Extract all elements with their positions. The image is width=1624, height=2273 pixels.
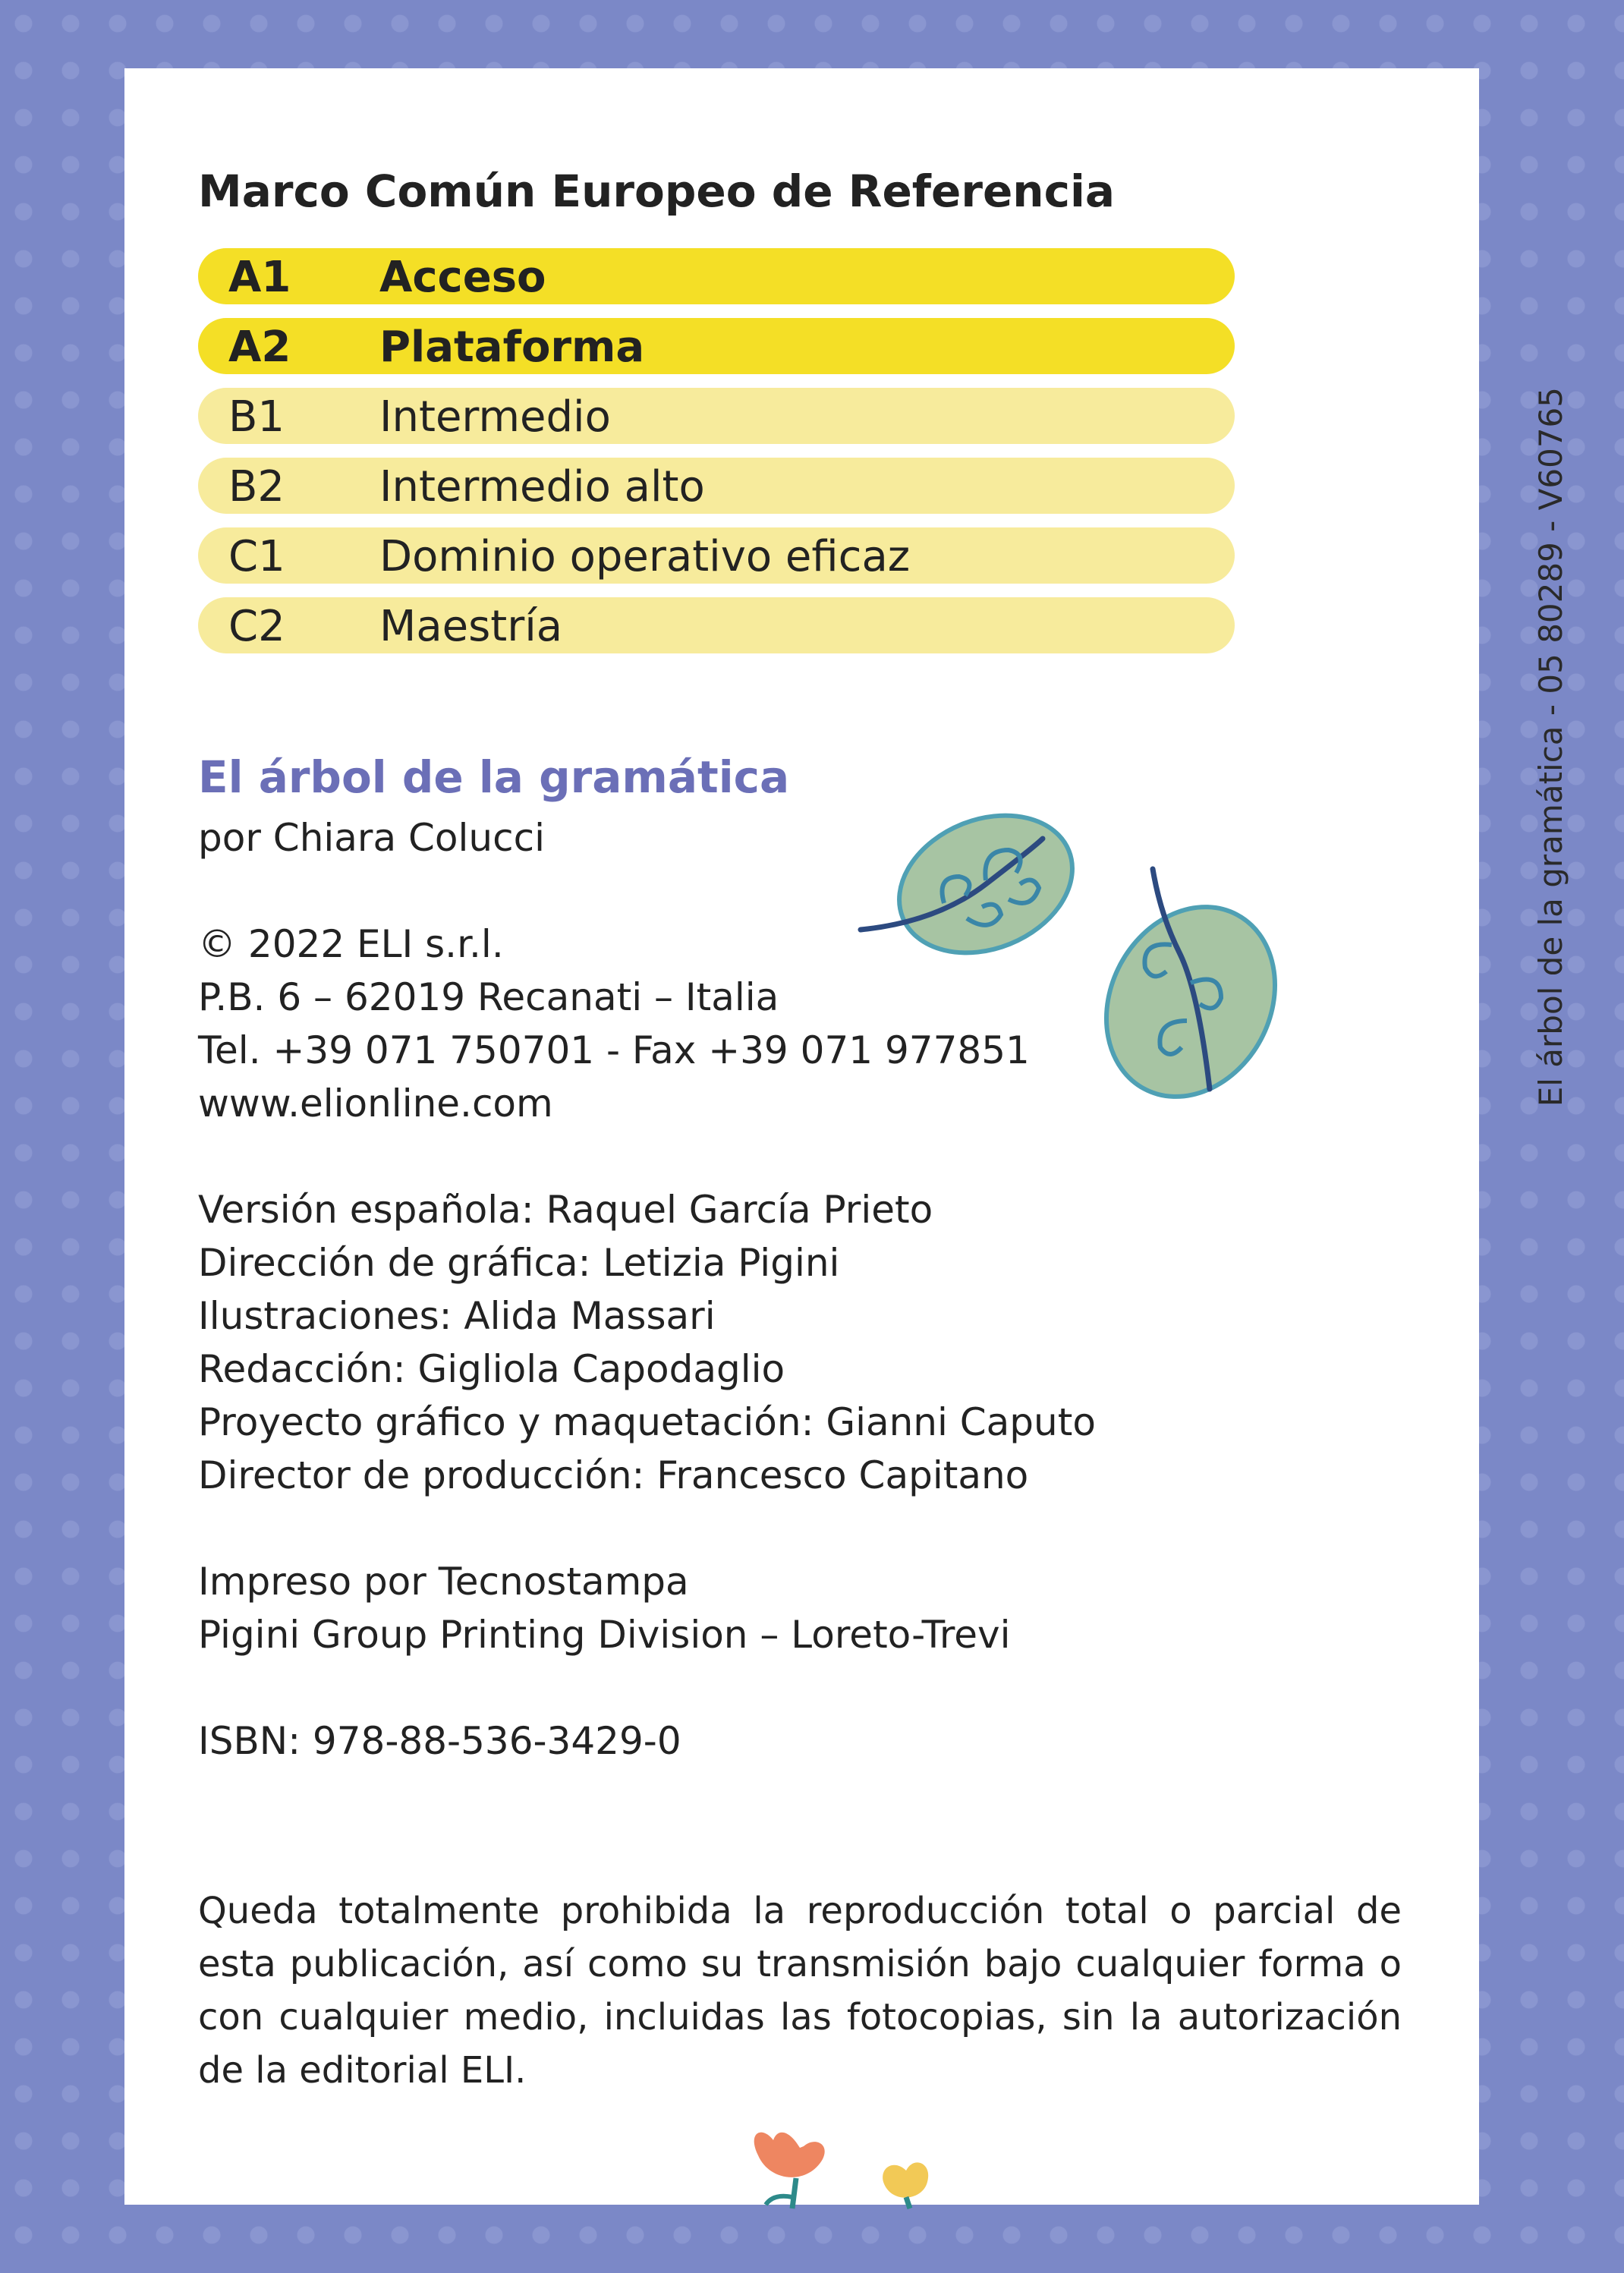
leaves-illustration xyxy=(853,808,1323,1119)
spine-text: El árbol de la gramática - 05 80289 - V60765 xyxy=(1532,387,1569,1107)
level-c2 xyxy=(198,597,1235,653)
leaf-icon xyxy=(1074,869,1307,1126)
cefr-levels xyxy=(198,248,1235,667)
credit-line: Proyecto gráfico y maquetación: Gianni Caputo xyxy=(198,1400,1096,1444)
level-code: A2 xyxy=(228,323,291,372)
page xyxy=(124,68,1569,2205)
level-code: C1 xyxy=(228,532,285,581)
publisher-address: P.B. 6 – 62019 Recanati – Italia xyxy=(198,975,779,1019)
publisher-website: www.elionline.com xyxy=(198,1081,553,1125)
credit-line: Dirección de gráfica: Letizia Pigini xyxy=(198,1241,840,1285)
printing-division: Pigini Group Printing Division – Loreto-Trevi xyxy=(198,1613,1011,1657)
level-code: B2 xyxy=(228,462,285,512)
legal-notice: Queda totalmente prohibida la reproducción total o parcial de esta publicación, así como su transmisión bajo cualquier forma o con cualquier medio, incluidas las fotocopias, sin la autorización de la editorial ELI. xyxy=(198,1890,1402,2092)
credit-line: Redacción: Gigliola Capodaglio xyxy=(198,1347,785,1391)
level-name: Acceso xyxy=(379,253,546,302)
level-name: Maestría xyxy=(379,602,563,651)
level-b2 xyxy=(198,458,1235,514)
level-a1 xyxy=(198,248,1235,304)
level-code: C2 xyxy=(228,602,285,651)
level-name: Intermedio alto xyxy=(379,462,705,512)
level-code: A1 xyxy=(228,253,291,302)
credit-line: Ilustraciones: Alida Massari xyxy=(198,1294,716,1338)
flower-icon xyxy=(754,2133,825,2208)
level-c1 xyxy=(198,527,1235,584)
isbn: ISBN: 978-88-536-3429-0 xyxy=(198,1719,681,1763)
book-author: por Chiara Colucci xyxy=(198,816,545,860)
flowers-illustration xyxy=(732,2125,1005,2208)
level-name: Intermedio xyxy=(379,392,611,442)
credit-line: Director de producción: Francesco Capitano xyxy=(198,1453,1029,1497)
level-a2 xyxy=(198,318,1235,374)
level-code: B1 xyxy=(228,392,285,442)
level-name: Plataforma xyxy=(379,323,645,372)
copyright: © 2022 ELI s.r.l. xyxy=(198,922,504,966)
book-title: El árbol de la gramática xyxy=(198,751,790,803)
leaf-icon xyxy=(861,791,1093,978)
printer: Impreso por Tecnostampa xyxy=(198,1560,689,1604)
publisher-contact: Tel. +39 071 750701 - Fax +39 071 977851 xyxy=(198,1028,1030,1072)
level-b1 xyxy=(198,388,1235,444)
level-name: Dominio operativo eficaz xyxy=(379,532,911,581)
credit-line: Versión española: Raquel García Prieto xyxy=(198,1188,933,1232)
flower-icon xyxy=(883,2162,928,2208)
cefr-title: Marco Común Europeo de Referencia xyxy=(198,165,1116,217)
